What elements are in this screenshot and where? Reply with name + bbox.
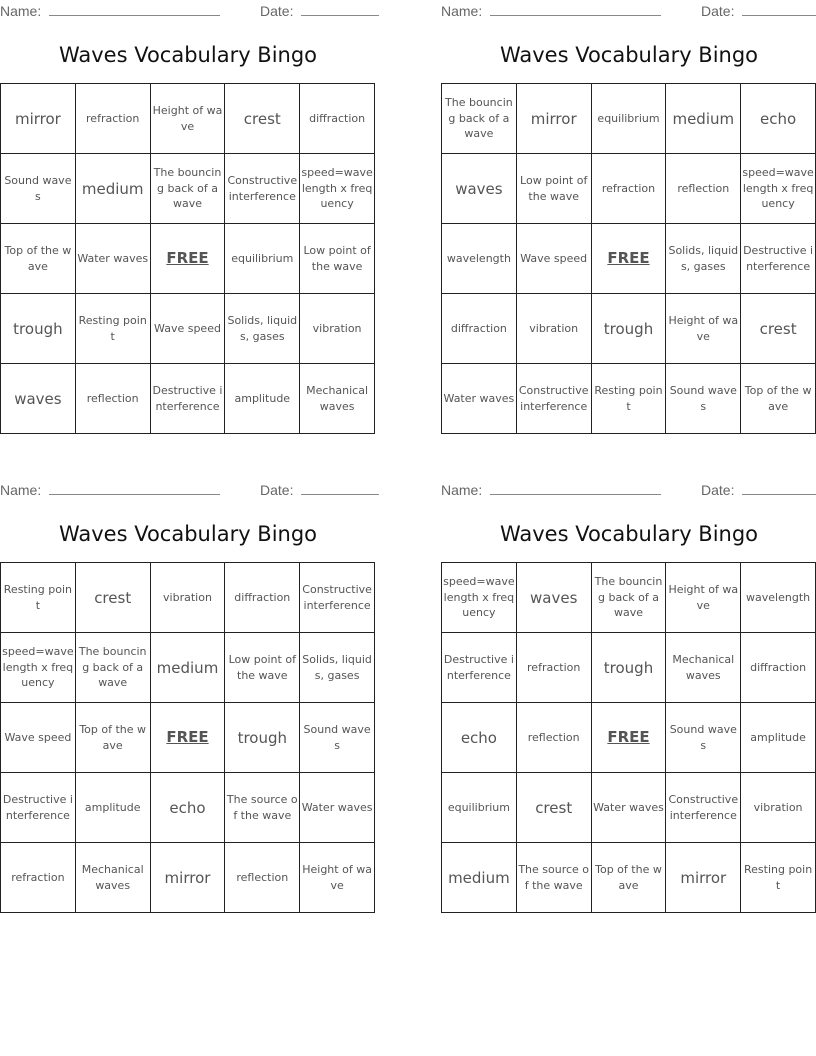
bingo-cell: speed=wavelength x frequency: [442, 563, 517, 633]
bingo-cell: Top of the wave: [1, 224, 76, 294]
bingo-cell: mirror: [151, 843, 226, 913]
bingo-cell: Solids, liquids, gases: [225, 294, 300, 364]
free-space: FREE: [592, 703, 667, 773]
bingo-cell: The source of the wave: [517, 843, 592, 913]
bingo-cell: mirror: [666, 843, 741, 913]
bingo-cell: Constructive interference: [517, 364, 592, 434]
bingo-cell: Water waves: [76, 224, 151, 294]
bingo-cell: mirror: [517, 84, 592, 154]
bingo-cell: Top of the wave: [741, 364, 816, 434]
bingo-cell: trough: [592, 633, 667, 703]
bingo-cell: Low point of the wave: [225, 633, 300, 703]
bingo-cell: waves: [1, 364, 76, 434]
bingo-cell: medium: [666, 84, 741, 154]
bingo-cell: crest: [517, 773, 592, 843]
bingo-cell: echo: [151, 773, 226, 843]
bingo-cell: diffraction: [225, 563, 300, 633]
bingo-cell: Constructive interference: [225, 154, 300, 224]
bingo-cell: Solids, liquids, gases: [666, 224, 741, 294]
bingo-grid: [0, 83, 375, 434]
free-space: FREE: [151, 224, 226, 294]
bingo-cell: Resting point: [592, 364, 667, 434]
bingo-grid: [441, 83, 816, 434]
bingo-cell: amplitude: [76, 773, 151, 843]
bingo-cell: Sound waves: [1, 154, 76, 224]
bingo-cell: Mechanical waves: [666, 633, 741, 703]
bingo-cell: Resting point: [741, 843, 816, 913]
bingo-cell: speed=wavelength x frequency: [300, 154, 375, 224]
name-field: [0, 2, 220, 19]
date-field: [701, 481, 816, 498]
card-title: Waves Vocabulary Bingo: [499, 522, 759, 546]
bingo-cell: medium: [442, 843, 517, 913]
bingo-cell: diffraction: [741, 633, 816, 703]
free-space: FREE: [151, 703, 226, 773]
bingo-cell: The bouncing back of a wave: [592, 563, 667, 633]
bingo-cell: Water waves: [442, 364, 517, 434]
name-blank-line: [49, 2, 220, 16]
bingo-cell: medium: [151, 633, 226, 703]
bingo-cell: Height of wave: [300, 843, 375, 913]
bingo-cell: reflection: [225, 843, 300, 913]
name-date-bar: [441, 481, 816, 499]
bingo-cell: medium: [76, 154, 151, 224]
name-field: [441, 481, 661, 498]
bingo-cell: Constructive interference: [666, 773, 741, 843]
bingo-cell: mirror: [1, 84, 76, 154]
bingo-cell: speed=wavelength x frequency: [1, 633, 76, 703]
date-field: [260, 2, 379, 19]
bingo-cell: refraction: [1, 843, 76, 913]
bingo-cell: Top of the wave: [592, 843, 667, 913]
bingo-cell: Wave speed: [1, 703, 76, 773]
bingo-cell: Height of wave: [151, 84, 226, 154]
name-blank-line: [490, 2, 661, 16]
bingo-cell: Mechanical waves: [76, 843, 151, 913]
bingo-cell: Resting point: [1, 563, 76, 633]
bingo-cell: Constructive interference: [300, 563, 375, 633]
bingo-cell: Solids, liquids, gases: [300, 633, 375, 703]
date-blank-line: [301, 481, 379, 495]
bingo-cell: reflection: [517, 703, 592, 773]
bingo-cell: Water waves: [592, 773, 667, 843]
name-date-bar: [0, 2, 376, 20]
bingo-cell: Height of wave: [666, 563, 741, 633]
bingo-cell: trough: [225, 703, 300, 773]
bingo-cell: vibration: [517, 294, 592, 364]
name-blank-line: [490, 481, 661, 495]
bingo-cell: Destructive interference: [151, 364, 226, 434]
card-title: Waves Vocabulary Bingo: [58, 43, 318, 67]
bingo-cell: The bouncing back of a wave: [76, 633, 151, 703]
bingo-cell: Sound waves: [666, 364, 741, 434]
bingo-cell: amplitude: [225, 364, 300, 434]
name-label: Name:: [0, 3, 46, 19]
bingo-cell: Low point of the wave: [517, 154, 592, 224]
bingo-cell: The source of the wave: [225, 773, 300, 843]
bingo-cell: Resting point: [76, 294, 151, 364]
date-label: Date:: [701, 3, 739, 19]
bingo-cell: Sound waves: [666, 703, 741, 773]
bingo-cell: Wave speed: [517, 224, 592, 294]
card-title: Waves Vocabulary Bingo: [499, 43, 759, 67]
bingo-cell: crest: [76, 563, 151, 633]
bingo-cell: Destructive interference: [442, 633, 517, 703]
bingo-cell: refraction: [76, 84, 151, 154]
date-label: Date:: [701, 482, 739, 498]
bingo-cell: refraction: [592, 154, 667, 224]
name-field: [0, 481, 220, 498]
free-space: FREE: [592, 224, 667, 294]
bingo-cell: refraction: [517, 633, 592, 703]
bingo-cell: trough: [1, 294, 76, 364]
date-blank-line: [301, 2, 379, 16]
bingo-cell: Height of wave: [666, 294, 741, 364]
bingo-cell: equilibrium: [225, 224, 300, 294]
bingo-cell: amplitude: [741, 703, 816, 773]
bingo-cell: diffraction: [300, 84, 375, 154]
bingo-cell: waves: [442, 154, 517, 224]
bingo-cell: Water waves: [300, 773, 375, 843]
bingo-cell: Sound waves: [300, 703, 375, 773]
date-field: [260, 481, 379, 498]
date-label: Date:: [260, 482, 298, 498]
name-label: Name:: [441, 3, 487, 19]
date-blank-line: [742, 481, 816, 495]
bingo-cell: Top of the wave: [76, 703, 151, 773]
bingo-cell: waves: [517, 563, 592, 633]
name-date-bar: [441, 2, 816, 20]
bingo-cell: Wave speed: [151, 294, 226, 364]
date-label: Date:: [260, 3, 298, 19]
bingo-cell: vibration: [151, 563, 226, 633]
bingo-cell: The bouncing back of a wave: [151, 154, 226, 224]
bingo-cell: wavelength: [741, 563, 816, 633]
bingo-cell: The bouncing back of a wave: [442, 84, 517, 154]
bingo-cell: speed=wavelength x frequency: [741, 154, 816, 224]
bingo-cell: vibration: [741, 773, 816, 843]
name-blank-line: [49, 481, 220, 495]
name-date-bar: [0, 481, 376, 499]
bingo-cell: trough: [592, 294, 667, 364]
bingo-cell: Mechanical waves: [300, 364, 375, 434]
bingo-grid: [441, 562, 816, 913]
bingo-cell: reflection: [666, 154, 741, 224]
date-field: [701, 2, 816, 19]
bingo-cell: crest: [225, 84, 300, 154]
bingo-grid: [0, 562, 375, 913]
bingo-cell: Destructive interference: [1, 773, 76, 843]
bingo-cell: echo: [442, 703, 517, 773]
bingo-cell: crest: [741, 294, 816, 364]
name-label: Name:: [0, 482, 46, 498]
date-blank-line: [742, 2, 816, 16]
bingo-cell: diffraction: [442, 294, 517, 364]
bingo-cell: reflection: [76, 364, 151, 434]
name-field: [441, 2, 661, 19]
name-label: Name:: [441, 482, 487, 498]
bingo-cell: echo: [741, 84, 816, 154]
bingo-cell: equilibrium: [442, 773, 517, 843]
bingo-cell: wavelength: [442, 224, 517, 294]
bingo-cell: vibration: [300, 294, 375, 364]
card-title: Waves Vocabulary Bingo: [58, 522, 318, 546]
bingo-cell: Destructive interference: [741, 224, 816, 294]
bingo-cell: Low point of the wave: [300, 224, 375, 294]
bingo-cell: equilibrium: [592, 84, 667, 154]
